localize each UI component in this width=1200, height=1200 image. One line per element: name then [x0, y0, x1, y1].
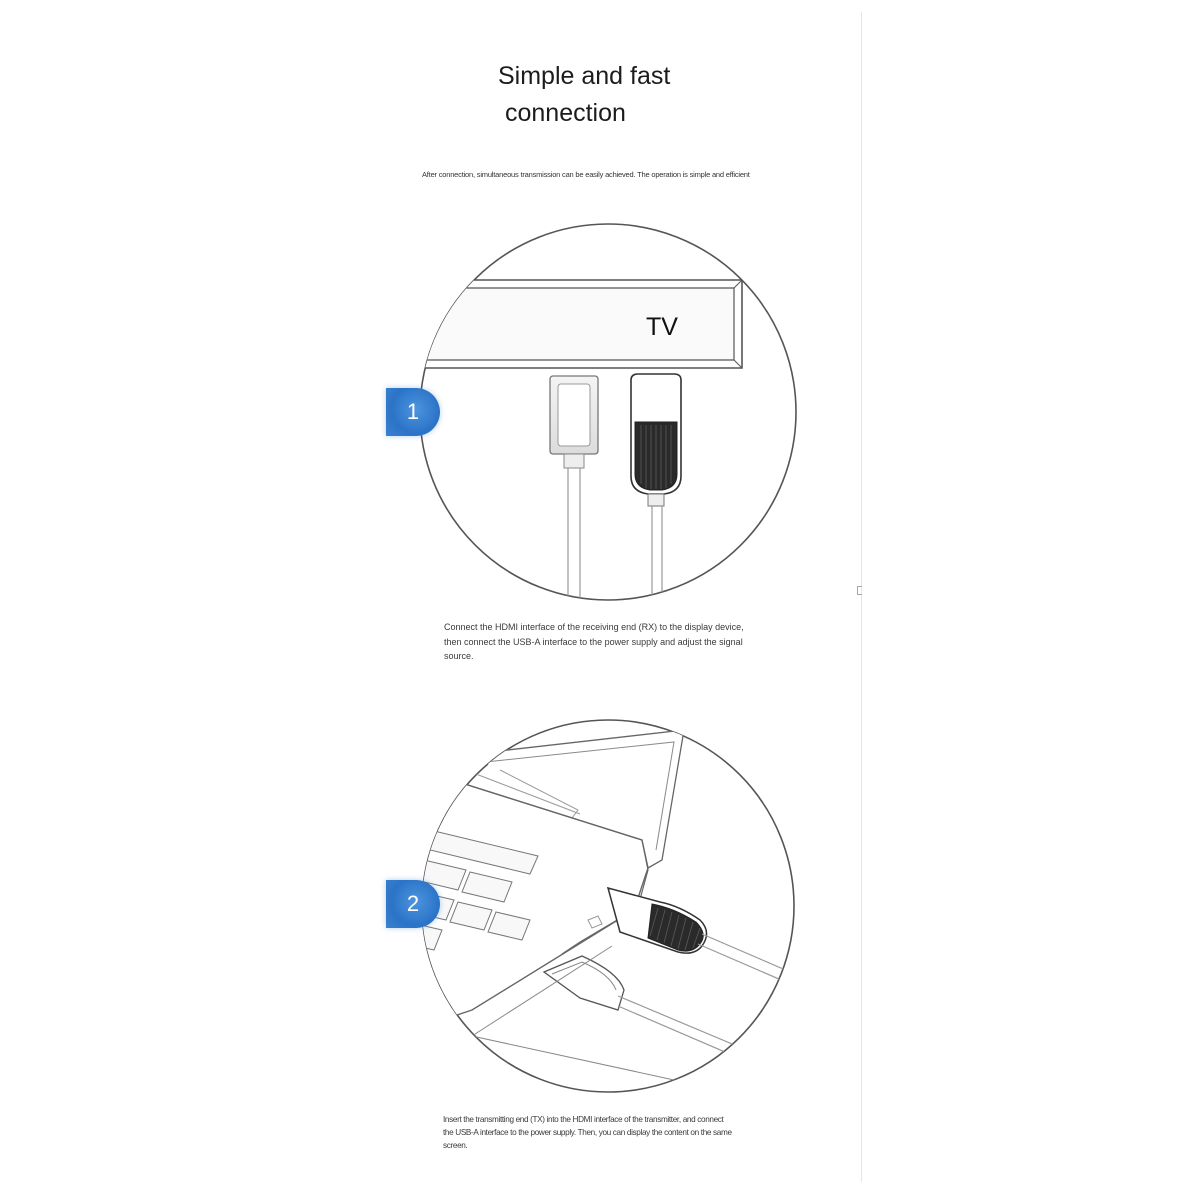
- tv-connection-illustration: [412, 222, 812, 622]
- page-title: [498, 58, 738, 132]
- step-2-badge: 2: [386, 880, 440, 928]
- step-1-caption: Connect the HDMI interface of the receiving end (RX) to the display device, then connect the USB-A interface to the power supply and adjust the signal source.: [444, 622, 744, 661]
- page-divider-line: [861, 12, 862, 1182]
- step-2-illustration: [412, 710, 812, 1110]
- edge-bracket-mark: [857, 586, 862, 595]
- page-subtitle: After connection, simultaneous transmission can be easily achieved. The operation is simple and efficient: [422, 170, 750, 179]
- title-line-1: Simple and fast: [498, 62, 671, 90]
- step-1-badge: 1: [386, 388, 440, 436]
- step-1-illustration: [412, 222, 812, 622]
- tv-label: TV: [646, 313, 678, 341]
- title-line-2: connection: [505, 99, 626, 127]
- laptop-connection-illustration: [412, 710, 812, 1110]
- step-2-caption: Insert the transmitting end (TX) into the HDMI interface of the transmitter, and connect the USB-A interface to the power supply. Then, you can display the content on the same screen.: [443, 1115, 732, 1150]
